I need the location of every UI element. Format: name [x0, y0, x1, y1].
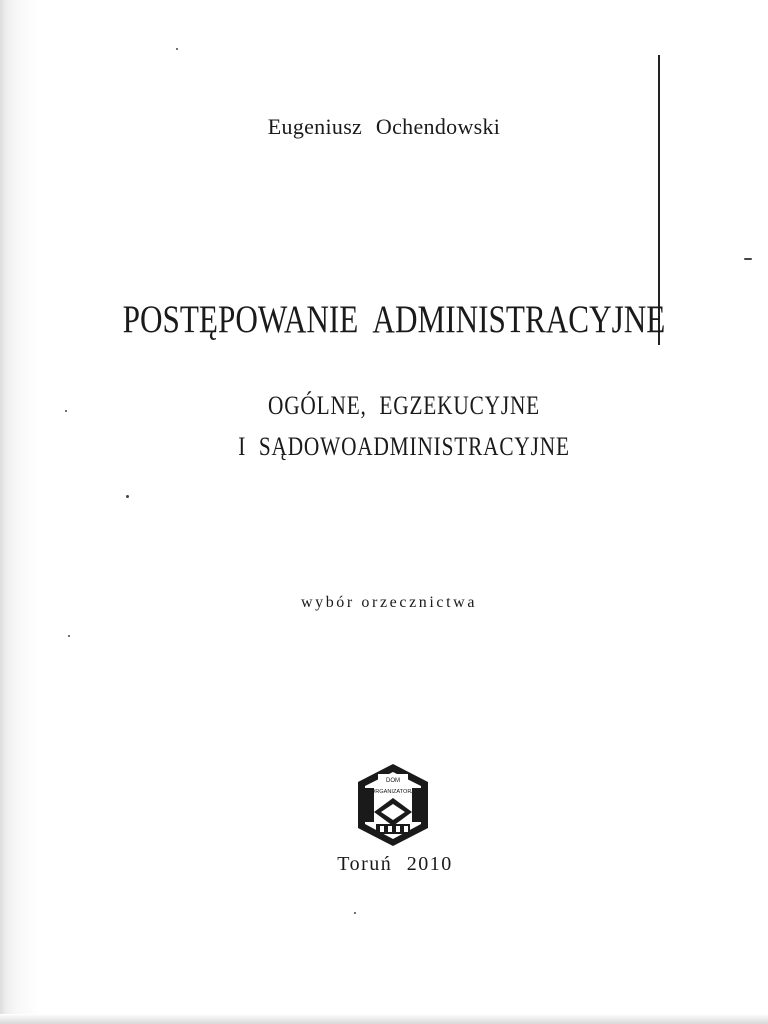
tagline: wybór orzecznictwa — [300, 594, 478, 611]
scan-speck — [68, 635, 70, 637]
svg-text:DOM: DOM — [386, 778, 400, 784]
scan-shadow-bottom — [0, 1014, 768, 1024]
scan-speck — [354, 912, 356, 914]
book-title: POSTĘPOWANIE ADMINISTRACYJNE — [122, 298, 666, 341]
scan-speck — [744, 258, 752, 260]
scan-speck — [126, 495, 129, 498]
subtitle-line-1: OGÓLNE, EGZEKUCYJNE — [267, 391, 541, 420]
svg-text:ORGANIZATORA: ORGANIZATORA — [370, 789, 416, 795]
scan-speck — [176, 48, 178, 50]
imprint-place-year: Toruń 2010 — [337, 853, 453, 875]
publisher-logo-icon — [354, 762, 432, 848]
subtitle-line-2: I SĄDOWOADMINISTRACYJNE — [238, 432, 570, 461]
scan-speck — [65, 410, 67, 412]
author-name: Eugeniusz Ochendowski — [267, 114, 501, 139]
